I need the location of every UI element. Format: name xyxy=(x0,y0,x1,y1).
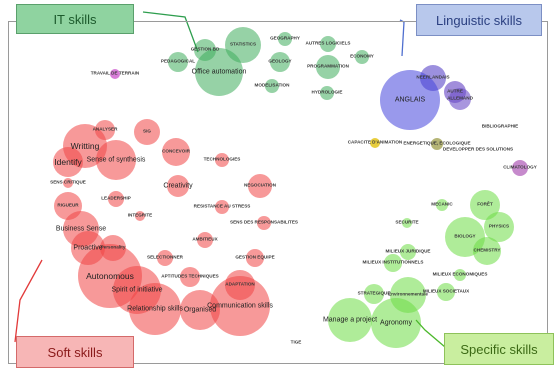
label-allemand: ALLEMAND xyxy=(447,95,473,101)
label-proactive: Proactive xyxy=(73,244,103,252)
label-autonomous: Autonomous xyxy=(86,270,134,281)
label-programmation: PROGRAMMATION xyxy=(307,63,349,69)
label-pedagogical: PEDAGOGICAL xyxy=(160,58,196,64)
label-selectionner: SELECTIONNER xyxy=(147,254,183,260)
label-modelisation: MODELISATION xyxy=(254,82,290,88)
label-neerlandais: NEERLANDAIS xyxy=(416,74,450,80)
label-sens-des-responsabilites: SENS DES RESPONSABILITES xyxy=(230,219,298,225)
label-environnementale: Environnementale xyxy=(388,291,428,297)
label-biology: BIOLOGY xyxy=(454,233,476,239)
label-manage-a-project: Manage a project xyxy=(322,316,378,324)
label-autre: AUTRE xyxy=(447,88,463,94)
label-geology: GEOLOGY xyxy=(268,58,292,64)
label-spirit-of-initiative: Spirit of initiative xyxy=(111,286,163,294)
label-organised: Organised xyxy=(183,306,217,314)
label-aptitudes-techniques: APTITUDES TECHNIQUES xyxy=(161,273,219,279)
it-skills-label: IT skills xyxy=(53,11,97,27)
label-adaptation: ADAPTATION xyxy=(225,281,255,287)
label-hydrologie: HYDROLOGIE xyxy=(311,89,343,95)
soft-skills-label: Soft skills xyxy=(47,344,103,360)
label-communication-skills: Communication skills xyxy=(207,302,273,310)
label-ambitieux: AMBITIEUX xyxy=(192,236,218,242)
label-energetique-ecologique: ENERGETIQUE, ECOLOGIQUE xyxy=(403,140,471,146)
label-relationship-skills: Relationship skills xyxy=(127,305,183,313)
label-leadership: LEADERSHIP xyxy=(101,195,131,201)
label-gestion-bd: GESTION BD xyxy=(190,46,220,52)
label-negociation: NEGOCIATION xyxy=(243,182,277,188)
label-analyser: ANALYSER xyxy=(92,126,118,132)
label-developper-des-solutions: DEVELOPPER DES SOLUTIONS xyxy=(442,146,514,152)
it-skills-box xyxy=(16,4,134,34)
label-anglais: ANGLAIS xyxy=(394,96,426,104)
specific-skills-label: Specific skills xyxy=(460,341,538,357)
label-tige: TIGE xyxy=(290,339,302,345)
label-identify: Identify xyxy=(54,156,82,167)
label-statistics: STATISTICS xyxy=(229,41,257,47)
label-capacite-d-animation: CAPACITE D'ANIMATION xyxy=(347,139,403,145)
label-technologies: TECHNOLOGIES xyxy=(203,156,241,162)
label-climatology: CLIMATOLOGY xyxy=(503,164,537,170)
label-travail-de-terrain: TRAVAIL DE TERRAIN xyxy=(90,70,140,76)
label-rigueur: RIGUEUR xyxy=(57,202,79,208)
specific-skills-box xyxy=(444,333,554,365)
label-physics: PHYSICS xyxy=(488,223,510,229)
label-creativity: Creativity xyxy=(163,182,193,190)
label-gestion-equipe: GESTION EQUIPE xyxy=(235,254,275,260)
label-agronomy: Agronomy xyxy=(380,319,412,327)
label-geography: GEOGRAPHY xyxy=(270,35,300,41)
label-writting: Writting xyxy=(70,140,100,151)
label-concevoir: CONCEVOIR xyxy=(162,148,190,154)
label-milieux-juridique: MILIEUX JURIDIQUE xyxy=(385,248,431,254)
label-mecanic: MECANIC xyxy=(431,201,453,207)
label-sense-of-synthesis: Sense of synthesis xyxy=(86,156,146,164)
label-milieux-institutionnels: MILIEUX INSTITUTIONNELS xyxy=(362,259,424,265)
label-business-sense: Business Sense xyxy=(55,225,107,233)
label-resistance-au-stress: RESISTANCE AU STRESS xyxy=(193,203,251,209)
label-milieux-societaux: MILIEUX SOCIETAUX xyxy=(422,288,470,294)
label-autres-logiciels: AUTRES LOGICIELS xyxy=(305,40,351,46)
diagram-frame xyxy=(8,21,548,364)
label-sens-critique: SENS CRITIQUE xyxy=(50,179,86,185)
label-chemistry: CHEMISTRY xyxy=(473,247,501,253)
label-milieux-economiques: MILIEUX ECONOMIQUES xyxy=(432,271,488,277)
label-foret: FORÊT xyxy=(477,201,493,207)
label-securite: SECURITE xyxy=(395,219,419,225)
soft-skills-box xyxy=(16,336,134,368)
label-strategique: STRATEGIQUE xyxy=(357,290,391,296)
linguistic-skills-box xyxy=(416,4,542,36)
label-economy: ECONOMY xyxy=(350,53,374,59)
linguistic-skills-label: Linguistic skills xyxy=(436,12,522,28)
label-personality: Personality xyxy=(100,244,126,250)
label-integrite: INTEGRITE xyxy=(127,212,153,218)
label-office-automation: Office automation xyxy=(191,68,247,76)
label-sig: SIG xyxy=(143,128,151,134)
label-bibliographie: BIBLIOGRAPHIE xyxy=(481,123,519,129)
